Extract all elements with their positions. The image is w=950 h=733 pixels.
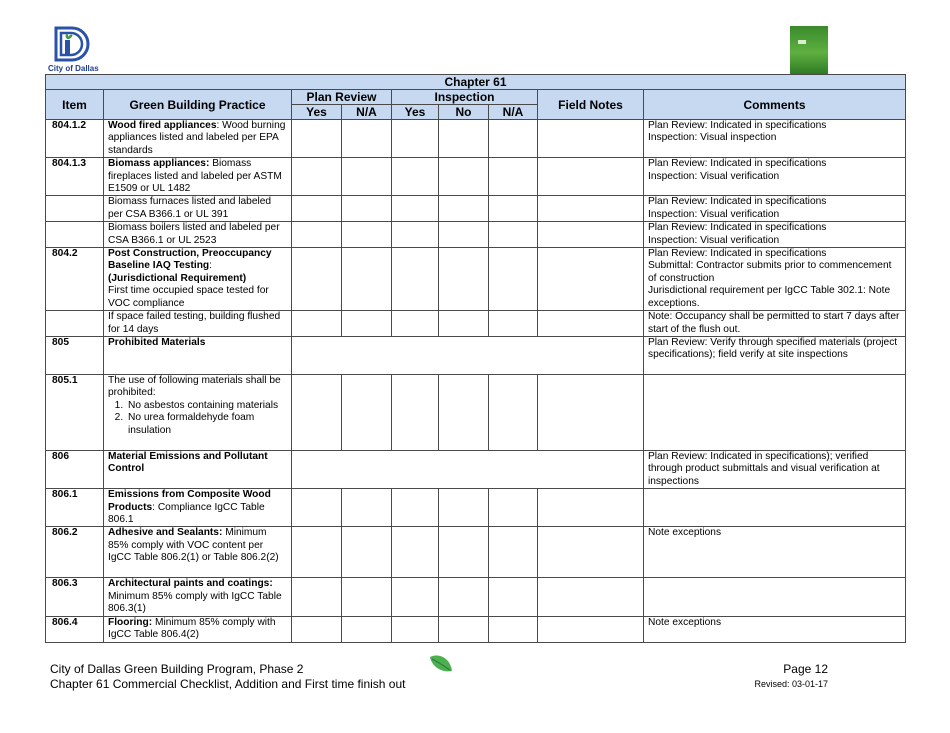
logo-caption: City of Dallas xyxy=(48,64,99,73)
insp-na-cell[interactable] xyxy=(489,616,538,642)
plan-yes-cell[interactable] xyxy=(292,311,342,337)
comments-cell xyxy=(644,248,906,311)
dallas-d-icon xyxy=(48,26,94,62)
igcc-cover-logo xyxy=(790,26,828,74)
practice-title: Post Construction, Preoccupancy Baseline IAQ Testing xyxy=(108,248,272,272)
insp-yes-cell[interactable] xyxy=(392,248,439,311)
practice-title: Biomass appliances: xyxy=(108,158,210,170)
practice-text: Minimum 85% comply with VOC content per IgCC Table 806.2(1) or Table 806.2(2) xyxy=(108,527,279,564)
comment-line: Plan Review: Indicated in specifications xyxy=(648,158,827,170)
insp-na-cell[interactable] xyxy=(489,527,538,578)
field-notes-cell[interactable] xyxy=(538,527,644,578)
practice-header: Green Building Practice xyxy=(104,90,292,120)
footer-right xyxy=(754,662,828,692)
practice-title: Flooring: xyxy=(108,616,153,628)
checklist-table xyxy=(45,74,906,643)
field-notes-cell[interactable] xyxy=(538,616,644,642)
comment-line: Note exceptions xyxy=(648,527,722,539)
plan-yes-cell[interactable] xyxy=(292,616,342,642)
comment-line: Plan Review: Indicated in specifications xyxy=(648,196,827,208)
insp-no-cell[interactable] xyxy=(439,158,489,196)
plan-na-header: N/A xyxy=(342,105,392,120)
practice-text: Biomass fireplaces listed and labeled per ASTM E1509 or UL 1482 xyxy=(108,158,282,195)
table-row xyxy=(46,196,906,222)
field-notes-cell[interactable] xyxy=(538,578,644,616)
comment-line: Submittal: Contractor submits prior to commencement of construction xyxy=(648,260,892,284)
field-notes-cell[interactable] xyxy=(538,489,644,527)
practice-title: Emissions from Composite Wood Products xyxy=(108,489,271,513)
field-notes-cell[interactable] xyxy=(538,311,644,337)
practice-text: The use of following materials shall be prohibited: xyxy=(108,374,281,399)
table-row xyxy=(46,222,906,248)
insp-no-header: No xyxy=(439,105,489,120)
comments-header: Comments xyxy=(644,90,906,120)
plan-yes-cell[interactable] xyxy=(292,120,342,158)
practice-requirement: (Jurisdictional Requirement) xyxy=(108,272,247,284)
practice-title: Wood fired appliances xyxy=(108,120,217,131)
city-of-dallas-logo xyxy=(48,26,108,74)
table-row xyxy=(46,578,906,616)
insp-no-cell[interactable] xyxy=(439,248,489,311)
plan-na-cell[interactable] xyxy=(342,489,392,527)
prohibited-list xyxy=(108,400,287,437)
plan-yes-cell[interactable] xyxy=(292,158,342,196)
insp-na-cell[interactable] xyxy=(489,578,538,616)
practice-cell xyxy=(104,336,292,374)
comment-line: Note exceptions xyxy=(648,616,722,628)
practice-cell xyxy=(104,120,292,158)
item-cell: 805.1 xyxy=(46,374,104,450)
insp-na-cell[interactable] xyxy=(489,120,538,158)
list-item: 1. No asbestos containing materials xyxy=(126,400,287,412)
practice-title: Adhesive and Sealants: xyxy=(108,527,223,539)
insp-no-cell[interactable] xyxy=(439,196,489,222)
inspection-header: Inspection xyxy=(392,90,538,105)
insp-yes-cell[interactable] xyxy=(392,196,439,222)
plan-na-cell[interactable] xyxy=(342,374,392,450)
comments-cell xyxy=(644,120,906,158)
plan-yes-header: Yes xyxy=(292,105,342,120)
merged-review-cell xyxy=(292,336,644,374)
table-row xyxy=(46,120,906,158)
plan-na-cell[interactable] xyxy=(342,248,392,311)
comment-line: Plan Review: Verify through specified materials (project specifications); field verify at site inspections xyxy=(648,336,898,361)
comments-cell xyxy=(644,311,906,337)
insp-na-cell[interactable] xyxy=(489,158,538,196)
practice-text: Minimum 85% comply with IgCC Table 806.3(1) xyxy=(108,590,282,615)
footer-left xyxy=(50,662,405,692)
field-notes-cell[interactable] xyxy=(538,374,644,450)
plan-yes-cell[interactable] xyxy=(292,248,342,311)
practice-cell xyxy=(104,222,292,248)
comment-line: Jurisdictional requirement per IgCC Table 302.1: Note exceptions. xyxy=(648,285,891,309)
comments-cell xyxy=(644,222,906,248)
insp-no-cell[interactable] xyxy=(439,311,489,337)
item-cell: 805 xyxy=(46,336,104,374)
practice-title: Material Emissions and Pollutant Control xyxy=(108,450,268,475)
item-header: Item xyxy=(46,90,104,120)
field-notes-header: Field Notes xyxy=(538,90,644,120)
insp-yes-cell[interactable] xyxy=(392,489,439,527)
comments-cell xyxy=(644,158,906,196)
footer-checklist: Chapter 61 Commercial Checklist, Addition and First time finish out xyxy=(50,677,406,691)
comment-line: Inspection: Visual inspection xyxy=(648,132,777,144)
insp-yes-cell[interactable] xyxy=(392,158,439,196)
item-cell: 806.2 xyxy=(46,527,104,578)
plan-na-cell[interactable] xyxy=(342,120,392,158)
practice-cell xyxy=(104,158,292,196)
insp-yes-cell[interactable] xyxy=(392,616,439,642)
comments-cell xyxy=(644,374,906,450)
comments-cell xyxy=(644,196,906,222)
table-row xyxy=(46,336,906,374)
list-item: 2. No urea formaldehyde foam insulation xyxy=(126,412,287,437)
item-cell xyxy=(46,196,104,222)
insp-na-cell[interactable] xyxy=(489,311,538,337)
insp-no-cell[interactable] xyxy=(439,527,489,578)
plan-yes-cell[interactable] xyxy=(292,196,342,222)
leaf-icon xyxy=(428,653,454,675)
table-row xyxy=(46,158,906,196)
chapter-title: Chapter 61 xyxy=(46,75,906,90)
item-cell: 804.1.3 xyxy=(46,158,104,196)
plan-review-header: Plan Review xyxy=(292,90,392,105)
comment-line: Inspection: Visual verification xyxy=(648,170,780,182)
plan-na-cell[interactable] xyxy=(342,578,392,616)
table-row xyxy=(46,248,906,311)
practice-cell xyxy=(104,489,292,527)
insp-na-cell[interactable] xyxy=(489,489,538,527)
insp-yes-cell[interactable] xyxy=(392,120,439,158)
insp-na-header: N/A xyxy=(489,105,538,120)
field-notes-cell[interactable] xyxy=(538,158,644,196)
insp-yes-cell[interactable] xyxy=(392,311,439,337)
item-cell: 804.1.2 xyxy=(46,120,104,158)
practice-cell xyxy=(104,578,292,616)
practice-cell xyxy=(104,248,292,311)
comment-line: Plan Review: Indicated in specifications xyxy=(648,222,827,234)
field-notes-cell[interactable] xyxy=(538,196,644,222)
insp-no-cell[interactable] xyxy=(439,578,489,616)
comments-cell xyxy=(644,336,906,374)
item-cell xyxy=(46,311,104,337)
practice-text: If space failed testing, building flushed for 14 days xyxy=(108,311,281,335)
practice-text: Minimum 85% comply with IgCC Table 806.4(2) xyxy=(108,616,276,640)
practice-text: Biomass boilers listed and labeled per CSA B366.1 or UL 2523 xyxy=(108,222,280,246)
comments-cell xyxy=(644,489,906,527)
item-cell: 806.1 xyxy=(46,489,104,527)
insp-yes-cell[interactable] xyxy=(392,578,439,616)
table-row xyxy=(46,616,906,642)
practice-cell xyxy=(104,311,292,337)
insp-yes-cell[interactable] xyxy=(392,374,439,450)
item-cell: 806.4 xyxy=(46,616,104,642)
item-cell: 804.2 xyxy=(46,248,104,311)
insp-yes-header: Yes xyxy=(392,105,439,120)
revised-date: Revised: 03-01-17 xyxy=(754,679,828,689)
comment-line: Plan Review: Indicated in specifications); verified through product submittals and visual verification at inspections xyxy=(648,450,880,487)
insp-yes-cell[interactable] xyxy=(392,222,439,248)
comment-line: Plan Review: Indicated in specifications xyxy=(648,120,827,131)
plan-na-cell[interactable] xyxy=(342,616,392,642)
item-cell: 806 xyxy=(46,450,104,488)
comments-cell xyxy=(644,527,906,578)
practice-cell xyxy=(104,616,292,642)
insp-yes-cell[interactable] xyxy=(392,527,439,578)
merged-review-cell xyxy=(292,450,644,488)
insp-na-cell[interactable] xyxy=(489,222,538,248)
field-notes-cell[interactable] xyxy=(538,248,644,311)
comments-cell xyxy=(644,578,906,616)
table-row xyxy=(46,450,906,488)
plan-yes-cell[interactable] xyxy=(292,489,342,527)
practice-text: : Compliance IgCC Table 806.1 xyxy=(108,501,265,525)
plan-na-cell[interactable] xyxy=(342,196,392,222)
plan-yes-cell[interactable] xyxy=(292,374,342,450)
page-number: Page 12 xyxy=(783,662,828,676)
practice-title: Architectural paints and coatings: xyxy=(108,578,273,590)
insp-na-cell[interactable] xyxy=(489,374,538,450)
insp-no-cell[interactable] xyxy=(439,120,489,158)
practice-cell xyxy=(104,196,292,222)
insp-no-cell[interactable] xyxy=(439,489,489,527)
field-notes-cell[interactable] xyxy=(538,222,644,248)
practice-title: Prohibited Materials xyxy=(108,336,206,348)
plan-na-cell[interactable] xyxy=(342,527,392,578)
plan-na-cell[interactable] xyxy=(342,311,392,337)
practice-text: Biomass furnaces listed and labeled per CSA B366.1 or UL 391 xyxy=(108,196,272,220)
insp-no-cell[interactable] xyxy=(439,222,489,248)
practice-text: : xyxy=(209,260,212,272)
table-row xyxy=(46,374,906,450)
plan-yes-cell[interactable] xyxy=(292,578,342,616)
insp-na-cell[interactable] xyxy=(489,196,538,222)
table-row xyxy=(46,311,906,337)
comment-line: Note: Occupancy shall be permitted to start 7 days after start of the flush out. xyxy=(648,311,900,335)
practice-cell xyxy=(104,450,292,488)
item-cell: 806.3 xyxy=(46,578,104,616)
insp-na-cell[interactable] xyxy=(489,248,538,311)
practice-detail: First time occupied space tested for VOC compliance xyxy=(108,285,269,309)
comment-line: Inspection: Visual verification xyxy=(648,234,780,246)
comment-line: Plan Review: Indicated in specifications xyxy=(648,248,827,260)
table-row xyxy=(46,527,906,578)
comment-line: Inspection: Visual verification xyxy=(648,208,780,220)
insp-no-cell[interactable] xyxy=(439,374,489,450)
plan-yes-cell[interactable] xyxy=(292,222,342,248)
comments-cell xyxy=(644,616,906,642)
practice-cell xyxy=(104,527,292,578)
insp-no-cell[interactable] xyxy=(439,616,489,642)
comments-cell xyxy=(644,450,906,488)
plan-yes-cell[interactable] xyxy=(292,527,342,578)
field-notes-cell[interactable] xyxy=(538,120,644,158)
item-cell xyxy=(46,222,104,248)
footer-program: City of Dallas Green Building Program, Phase 2 xyxy=(50,662,304,676)
plan-na-cell[interactable] xyxy=(342,158,392,196)
plan-na-cell[interactable] xyxy=(342,222,392,248)
practice-cell xyxy=(104,374,292,450)
table-row xyxy=(46,489,906,527)
practice-text: : Wood burning appliances listed and labeled per EPA standards xyxy=(108,120,286,156)
